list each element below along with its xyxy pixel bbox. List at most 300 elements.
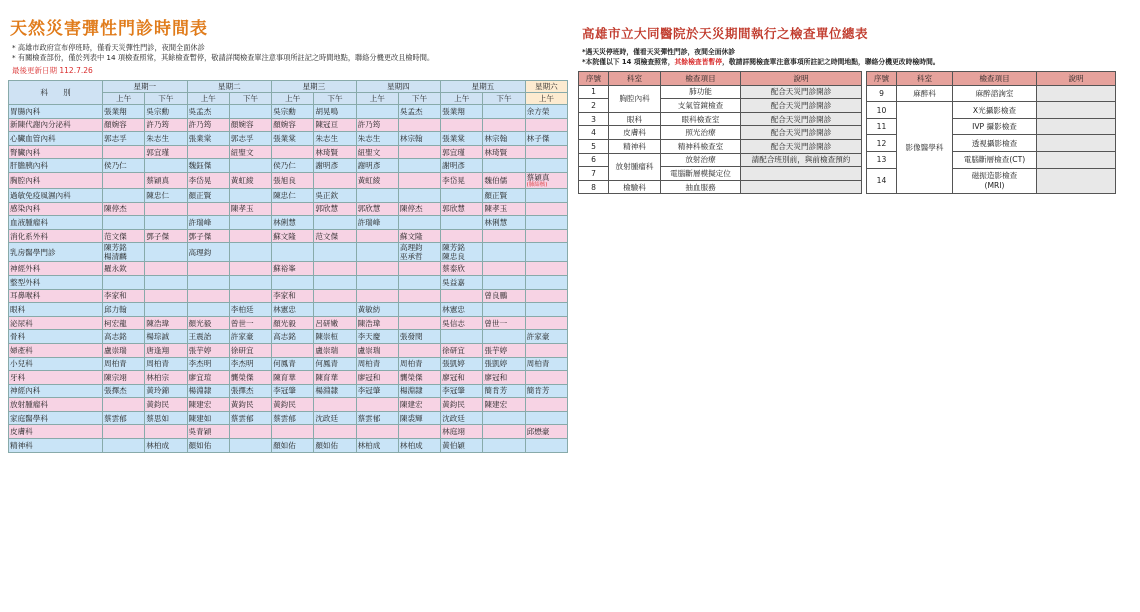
- summary-note-part: ，敬請詳閱檢查單注意事項所註記之時間地點，聯絡分機更改時檢時間。: [722, 58, 940, 66]
- doctor-cell: [314, 216, 356, 230]
- doctor-cell: 蔡雲郁: [229, 411, 271, 425]
- exam-table-left-body: [579, 85, 862, 194]
- exam-row: [579, 126, 862, 140]
- doctor-cell: 吳孟杰: [398, 105, 440, 119]
- dept-cell: 眼科: [9, 303, 103, 317]
- exam-no-cell: 2: [579, 99, 609, 113]
- doctor-cell: 林宗翰: [483, 132, 525, 146]
- schedule-row: [9, 330, 568, 344]
- doctor-cell: 李冠肇: [356, 384, 398, 398]
- doctor-cell: 顏光毅: [187, 316, 229, 330]
- doctor-cell: 黃敏紡: [356, 303, 398, 317]
- doctor-cell: [441, 330, 483, 344]
- doctor-cell: [441, 243, 483, 262]
- exam-no-cell: 3: [579, 112, 609, 126]
- doctor-cell: 蘇裕峯: [272, 262, 314, 276]
- doctor-cell: 周柏青: [525, 357, 567, 371]
- dept-cell: 血液腫瘤科: [9, 216, 103, 230]
- doctor-cell: [398, 243, 440, 262]
- schedule-note: * 高雄市政府宣布停班時，僅看天災彈性門診，夜間全面休診: [12, 43, 205, 52]
- doctor-cell: 朱志生: [314, 132, 356, 146]
- schedule-row: [9, 398, 568, 412]
- doctor-cell: 鄧子傑: [187, 229, 229, 243]
- doctor-cell: [525, 343, 567, 357]
- doctor-cell: 陳停杰: [103, 202, 145, 216]
- dept-cell: 胸腔內科: [9, 172, 103, 188]
- doctor-cell: [483, 303, 525, 317]
- doctor-cell: 龔榮傑: [398, 371, 440, 385]
- doctor-cell: 蔡雲郁: [272, 411, 314, 425]
- exam-desc-cell: 配合天災門診開診: [741, 99, 862, 113]
- doctor-cell: [483, 330, 525, 344]
- doctor-cell: 何鳳青: [272, 357, 314, 371]
- doctor-cell: 陳浩瑋: [356, 316, 398, 330]
- doctor-cell: 林琦賢: [314, 145, 356, 159]
- schedule-row: [9, 132, 568, 146]
- exam-item-cell: 眼科檢查室: [661, 112, 741, 126]
- exam-row: [579, 85, 862, 99]
- doctor-cell: 許家豪: [229, 330, 271, 344]
- doctor-cell: [525, 172, 567, 188]
- doctor-cell: [356, 289, 398, 303]
- doctor-cell: 張芋婷: [187, 343, 229, 357]
- doctor-cell: 簡肯芳: [525, 384, 567, 398]
- dept-cell: 皮膚科: [9, 425, 103, 439]
- am-header: 上午: [441, 93, 483, 105]
- summary-notes: [582, 47, 1118, 67]
- dept-cell: 消化系外科: [9, 229, 103, 243]
- am-header: 上午: [272, 93, 314, 105]
- doctor-cell: [483, 159, 525, 173]
- doctor-cell: [103, 172, 145, 188]
- doctor-cell: 沈政廷: [314, 411, 356, 425]
- exam-item-cell: 麻醉諮詢室: [953, 85, 1037, 102]
- doctor-cell: 郭志孚: [229, 132, 271, 146]
- col-header: 科室: [897, 72, 953, 86]
- doctor-cell: [187, 202, 229, 216]
- dept-cell: 腎臟內科: [9, 145, 103, 159]
- doctor-cell: 沈政廷: [441, 411, 483, 425]
- doctor-cell: 廖宜瑄: [187, 371, 229, 385]
- schedule-row: [9, 289, 568, 303]
- doctor-cell: 余方榮: [525, 105, 567, 119]
- doctor-cell: 黃虹綾: [229, 172, 271, 188]
- summary-note-highlight: 其餘檢查皆暫停: [674, 58, 723, 66]
- doctor-cell: [483, 411, 525, 425]
- doctor-cell: [314, 425, 356, 439]
- doctor-cell: [525, 145, 567, 159]
- doctor-cell: [525, 275, 567, 289]
- exam-desc-cell: 配合天災門診開診: [741, 85, 862, 99]
- doctor-cell: 紐聖文: [229, 145, 271, 159]
- doctor-cell: 顏如佑: [187, 439, 229, 453]
- doctor-cell: [187, 289, 229, 303]
- doctor-cell: 張擇杰: [103, 384, 145, 398]
- doctor-cell: 陳忠仁: [145, 188, 187, 202]
- day-header: 星期四: [356, 81, 441, 93]
- doctor-cell: 張業棠: [441, 132, 483, 146]
- doctor-cell: 羅永欽: [103, 262, 145, 276]
- exam-dept-cell: 胸腔內科: [609, 85, 661, 112]
- exam-row: [579, 112, 862, 126]
- doctor-cell: [398, 188, 440, 202]
- dept-cell: 放射腫瘤科: [9, 398, 103, 412]
- doctor-cell: [398, 343, 440, 357]
- doctor-cell: 侯乃仁: [272, 159, 314, 173]
- exam-desc-cell: [1037, 152, 1116, 169]
- schedule-row: [9, 229, 568, 243]
- doctor-cell: 顏正賢: [187, 188, 229, 202]
- schedule-note: * 有關檢查部份，僅於列表中 14 項檢查照常，其餘檢查暫停，敬請詳閱檢查單注意事項所註記之時間地點，聯絡分機更改且檢時間。: [12, 53, 435, 62]
- doctor-cell: 胡晃鳴: [314, 105, 356, 119]
- doctor-cell: 蔡泰欣: [441, 262, 483, 276]
- doctor-cell: [103, 243, 145, 262]
- exam-row: [579, 180, 862, 194]
- doctor-cell: [103, 398, 145, 412]
- doctor-cell: [314, 289, 356, 303]
- doctor-cell: 簡肯芳: [483, 384, 525, 398]
- doctor-cell: [398, 118, 440, 132]
- doctor-cell: 吳正欽: [314, 188, 356, 202]
- exam-item-cell: 照光治療: [661, 126, 741, 140]
- doctor-cell: 李家和: [272, 289, 314, 303]
- exam-item-cell: 放射治療: [661, 153, 741, 167]
- doctor-cell: 曾世一: [229, 316, 271, 330]
- exam-dept-cell: 眼科: [609, 112, 661, 126]
- doctor-cell: 許家豪: [525, 330, 567, 344]
- doctor-cell: 吳信志: [441, 316, 483, 330]
- doctor-cell: 陳忠仁: [272, 188, 314, 202]
- schedule-notes: [12, 43, 568, 63]
- doctor-cell: 謝明彥: [314, 159, 356, 173]
- doctor-cell: [525, 371, 567, 385]
- doctor-name: 楊清麟: [104, 252, 127, 262]
- doctor-cell: 張發閔: [398, 330, 440, 344]
- doctor-cell: 周柏青: [103, 357, 145, 371]
- doctor-cell: 李冠肇: [441, 384, 483, 398]
- day-header: 星期三: [272, 81, 357, 93]
- exam-no-cell: 6: [579, 153, 609, 167]
- doctor-cell: 顏如佑: [314, 439, 356, 453]
- doctor-cell: 曾良鵬: [483, 289, 525, 303]
- doctor-cell: 高志銘: [103, 330, 145, 344]
- doctor-cell: [272, 425, 314, 439]
- col-header: 檢查項目: [953, 72, 1037, 86]
- schedule-row: [9, 243, 568, 262]
- exam-row: [867, 102, 1116, 119]
- dept-cell: 神經內科: [9, 384, 103, 398]
- doctor-cell: 李岱晃: [187, 172, 229, 188]
- schedule-body: [9, 105, 568, 453]
- doctor-cell: 顏婉容: [272, 118, 314, 132]
- dept-cell: 過敏免疫風濕內科: [9, 188, 103, 202]
- doctor-cell: [229, 243, 271, 262]
- schedule-row: [9, 275, 568, 289]
- col-header: 序號: [579, 72, 609, 86]
- doctor-cell: [314, 262, 356, 276]
- exam-no-cell: 5: [579, 139, 609, 153]
- doctor-cell: 楊淵隸: [398, 384, 440, 398]
- doctor-cell: [398, 316, 440, 330]
- doctor-cell: [145, 289, 187, 303]
- exam-item-cell: [953, 168, 1037, 194]
- doctor-cell: 吳益嘉: [441, 275, 483, 289]
- doctor-cell: 李家和: [103, 289, 145, 303]
- schedule-row: [9, 343, 568, 357]
- doctor-cell: 朱志生: [145, 132, 187, 146]
- doctor-cell: 郭志孚: [103, 132, 145, 146]
- dept-cell: 新陳代謝內分泌科: [9, 118, 103, 132]
- doctor-cell: 李岱晃: [441, 172, 483, 188]
- doctor-cell: 李柏廷: [229, 303, 271, 317]
- doctor-cell: [441, 229, 483, 243]
- doctor-cell: 陳宗翊: [103, 371, 145, 385]
- doctor-cell: 李杰明: [229, 357, 271, 371]
- pm-header: 下午: [483, 93, 525, 105]
- doctor-cell: 陳建宏: [483, 398, 525, 412]
- doctor-cell: 黃虹綾: [356, 172, 398, 188]
- doctor-cell: [145, 216, 187, 230]
- schedule-title: 天然災害彈性門診時間表: [10, 19, 208, 39]
- doctor-cell: 吳宗勳: [272, 105, 314, 119]
- doctor-cell: 魏伯儒: [483, 172, 525, 188]
- doctor-cell: [229, 425, 271, 439]
- doctor-cell: [229, 216, 271, 230]
- doctor-cell: 蔡雲郁: [103, 411, 145, 425]
- doctor-cell: 黃玲錦: [145, 384, 187, 398]
- doctor-name: (肺結核): [526, 181, 548, 188]
- exam-dept-cell: 精神科: [609, 139, 661, 153]
- doctor-cell: 林柏成: [145, 439, 187, 453]
- dept-cell: 神經外科: [9, 262, 103, 276]
- doctor-cell: 林柏宗: [145, 371, 187, 385]
- doctor-cell: 廖冠和: [483, 371, 525, 385]
- exam-table-right: [866, 71, 1116, 194]
- doctor-cell: 顏光毅: [272, 316, 314, 330]
- doctor-cell: [398, 425, 440, 439]
- doctor-cell: 李冠肇: [272, 384, 314, 398]
- doctor-cell: 吳孟杰: [187, 105, 229, 119]
- doctor-cell: [272, 343, 314, 357]
- doctor-cell: 邱力翰: [103, 303, 145, 317]
- doctor-cell: 周柏青: [145, 357, 187, 371]
- exam-desc-cell: [1037, 168, 1116, 194]
- doctor-cell: 黃鈞民: [441, 398, 483, 412]
- doctor-cell: [145, 243, 187, 262]
- doctor-cell: [103, 425, 145, 439]
- doctor-cell: 林子傑: [525, 132, 567, 146]
- clinic-schedule-table: [8, 80, 568, 453]
- doctor-cell: [525, 188, 567, 202]
- am-header: 上午: [356, 93, 398, 105]
- doctor-cell: 蘇文隆: [272, 229, 314, 243]
- doctor-cell: 顏正賢: [483, 188, 525, 202]
- schedule-row: [9, 316, 568, 330]
- doctor-cell: 楊淵隸: [187, 384, 229, 398]
- schedule-row: [9, 202, 568, 216]
- doctor-cell: 盧崇瑞: [103, 343, 145, 357]
- doctor-cell: [272, 202, 314, 216]
- am-header: 上午: [525, 93, 567, 105]
- doctor-cell: 唐逢翔: [145, 343, 187, 357]
- doctor-cell: [525, 118, 567, 132]
- doctor-cell: [103, 145, 145, 159]
- pm-header: 下午: [229, 93, 271, 105]
- schedule-row: [9, 118, 568, 132]
- col-header: 科室: [609, 72, 661, 86]
- schedule-row: [9, 105, 568, 119]
- doctor-cell: 吳宗勳: [145, 105, 187, 119]
- schedule-row: [9, 439, 568, 453]
- doctor-cell: [398, 289, 440, 303]
- day-header: 星期一: [103, 81, 188, 93]
- schedule-row: [9, 384, 568, 398]
- doctor-cell: 侯乃仁: [103, 159, 145, 173]
- col-header: 序號: [867, 72, 897, 86]
- exam-item-cell: X光攝影檢查: [953, 102, 1037, 119]
- doctor-cell: 范文傑: [314, 229, 356, 243]
- doctor-cell: [187, 145, 229, 159]
- exam-no-cell: 14: [867, 168, 897, 194]
- doctor-cell: 紐聖文: [356, 145, 398, 159]
- doctor-cell: [229, 105, 271, 119]
- doctor-cell: 張凱婷: [441, 357, 483, 371]
- doctor-cell: 周柏青: [356, 357, 398, 371]
- doctor-cell: 林琦賢: [483, 145, 525, 159]
- schedule-row: [9, 303, 568, 317]
- dept-cell: 心臟血管內科: [9, 132, 103, 146]
- exam-summary-panel: [578, 24, 1118, 194]
- doctor-cell: 郭欣慧: [441, 202, 483, 216]
- schedule-row: [9, 172, 568, 188]
- doctor-cell: [229, 188, 271, 202]
- doctor-name: 巫承哲: [399, 252, 423, 262]
- doctor-cell: 徐研宜: [441, 343, 483, 357]
- doctor-cell: 黃伯穎: [441, 439, 483, 453]
- doctor-cell: 廖冠和: [441, 371, 483, 385]
- doctor-cell: [145, 159, 187, 173]
- doctor-cell: 蘇文隆: [398, 229, 440, 243]
- doctor-cell: 林庭翊: [441, 425, 483, 439]
- dept-header: 科 別: [9, 81, 103, 105]
- exam-item-cell: IVP 攝影檢查: [953, 118, 1037, 135]
- doctor-name: 陳芳銘: [104, 243, 127, 253]
- doctor-cell: 高志銘: [272, 330, 314, 344]
- exam-dept-cell: 影像醫學科: [897, 102, 953, 194]
- doctor-cell: [483, 118, 525, 132]
- doctor-cell: 吳青穎: [187, 425, 229, 439]
- exam-row: [579, 153, 862, 167]
- exam-desc-cell: 配合天災門診開診: [741, 126, 862, 140]
- doctor-cell: 邱懋豪: [525, 425, 567, 439]
- doctor-cell: 張業棠: [187, 132, 229, 146]
- doctor-cell: [356, 229, 398, 243]
- dept-cell: 胃腸內科: [9, 105, 103, 119]
- day-header: 星期六: [525, 81, 567, 93]
- doctor-cell: 陳浩瑋: [145, 316, 187, 330]
- doctor-cell: [356, 275, 398, 289]
- doctor-cell: [525, 262, 567, 276]
- exam-item-cell: 電腦斷層模擬定位: [661, 167, 741, 181]
- exam-no-cell: 11: [867, 118, 897, 135]
- dept-cell: 家庭醫學科: [9, 411, 103, 425]
- summary-note: *遇天災停班時，僅看天災彈性門診，夜間全面休診: [582, 48, 736, 56]
- doctor-cell: 龔榮傑: [229, 371, 271, 385]
- exam-item-line: (MRI): [984, 180, 1005, 190]
- doctor-name: 陳忠良: [442, 252, 465, 262]
- doctor-cell: [441, 118, 483, 132]
- doctor-cell: 張芋婷: [483, 343, 525, 357]
- doctor-cell: [356, 188, 398, 202]
- exam-item-line: 磁振造影檢查: [971, 170, 1018, 180]
- doctor-cell: 鄧子傑: [145, 229, 187, 243]
- doctor-cell: [483, 229, 525, 243]
- doctor-cell: [398, 145, 440, 159]
- exam-desc-cell: [741, 180, 862, 194]
- dept-cell: 婦產科: [9, 343, 103, 357]
- am-header: 上午: [187, 93, 229, 105]
- doctor-cell: 黃鈞民: [145, 398, 187, 412]
- doctor-cell: 廖冠和: [356, 371, 398, 385]
- doctor-cell: [145, 262, 187, 276]
- doctor-cell: [103, 188, 145, 202]
- exam-desc-cell: [1037, 118, 1116, 135]
- doctor-cell: 顏婉容: [229, 118, 271, 132]
- doctor-cell: 楊淵隸: [314, 384, 356, 398]
- doctor-cell: 張旭良: [272, 172, 314, 188]
- dept-cell: 精神科: [9, 439, 103, 453]
- doctor-cell: 張凱婷: [483, 357, 525, 371]
- doctor-cell: [103, 275, 145, 289]
- doctor-cell: 許瑞峰: [356, 216, 398, 230]
- doctor-cell: [483, 275, 525, 289]
- exam-dept-cell: 檢驗科: [609, 180, 661, 194]
- doctor-cell: 張業翔: [441, 105, 483, 119]
- doctor-cell: [483, 439, 525, 453]
- exam-dept-cell: 放射腫瘤科: [609, 153, 661, 180]
- doctor-cell: 林俐慧: [483, 216, 525, 230]
- dept-cell: 耳鼻喉科: [9, 289, 103, 303]
- doctor-cell: 高理鈞: [187, 243, 229, 262]
- doctor-cell: 林柏成: [398, 439, 440, 453]
- doctor-cell: [441, 188, 483, 202]
- doctor-cell: [356, 105, 398, 119]
- exam-item-cell: 支氣管鏡檢查: [661, 99, 741, 113]
- doctor-cell: 許乃筠: [187, 118, 229, 132]
- dept-cell: 小兒科: [9, 357, 103, 371]
- doctor-cell: 張業棠: [272, 132, 314, 146]
- exam-desc-cell: 配合天災門診開診: [741, 139, 862, 153]
- doctor-cell: 林憲忠: [272, 303, 314, 317]
- exam-no-cell: 13: [867, 152, 897, 169]
- doctor-cell: 林俐慧: [272, 216, 314, 230]
- schedule-row: [9, 262, 568, 276]
- day-header: 星期五: [441, 81, 526, 93]
- exam-no-cell: 8: [579, 180, 609, 194]
- doctor-cell: [187, 303, 229, 317]
- exam-no-cell: 9: [867, 85, 897, 102]
- doctor-cell: [356, 425, 398, 439]
- doctor-cell: [398, 262, 440, 276]
- exam-item-cell: 肺功能: [661, 85, 741, 99]
- doctor-cell: [356, 398, 398, 412]
- doctor-name: 陳芳銘: [442, 243, 465, 253]
- doctor-cell: [525, 243, 567, 262]
- exam-item-cell: 電腦斷層檢查(CT): [953, 152, 1037, 169]
- exam-desc-cell: 配合天災門診開診: [741, 112, 862, 126]
- doctor-cell: [314, 243, 356, 262]
- doctor-cell: [525, 439, 567, 453]
